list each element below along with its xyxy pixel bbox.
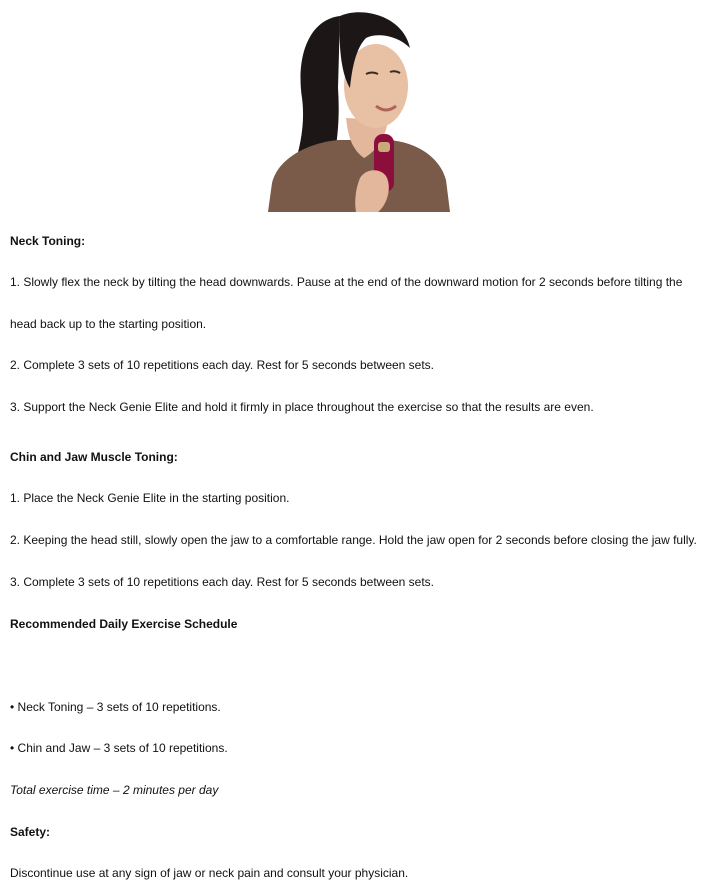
neck-step-1-line-2: head back up to the starting position. (10, 317, 207, 331)
chin-step-3: 3. Complete 3 sets of 10 repetitions each day. Rest for 5 seconds between sets. (10, 575, 435, 589)
neck-toning-heading: Neck Toning: (10, 234, 86, 248)
safety-text: Discontinue use at any sign of jaw or neck pain and consult your physician. (10, 866, 409, 880)
product-photo (268, 8, 452, 212)
neck-step-1-line-1: 1. Slowly flex the neck by tilting the head downwards. Pause at the end of the downward motion for 2 seconds before tilting the (10, 275, 683, 289)
chin-step-2: 2. Keeping the head still, slowly open the jaw to a comfortable range. Hold the jaw open for 2 seconds before closing the jaw fully. (10, 533, 697, 547)
neck-step-2: 2. Complete 3 sets of 10 repetitions each day. Rest for 5 seconds between sets. (10, 358, 435, 372)
schedule-heading: Recommended Daily Exercise Schedule (10, 617, 238, 631)
neck-step-3: 3. Support the Neck Genie Elite and hold it firmly in place throughout the exercise so that the results are even. (10, 400, 594, 414)
chin-jaw-heading: Chin and Jaw Muscle Toning: (10, 450, 178, 464)
schedule-item-neck: • Neck Toning – 3 sets of 10 repetitions. (10, 700, 221, 714)
safety-heading: Safety: (10, 825, 51, 839)
chin-step-1: 1. Place the Neck Genie Elite in the starting position. (10, 491, 290, 505)
schedule-item-chin: • Chin and Jaw – 3 sets of 10 repetitions. (10, 741, 228, 755)
total-time: Total exercise time – 2 minutes per day (10, 783, 219, 797)
